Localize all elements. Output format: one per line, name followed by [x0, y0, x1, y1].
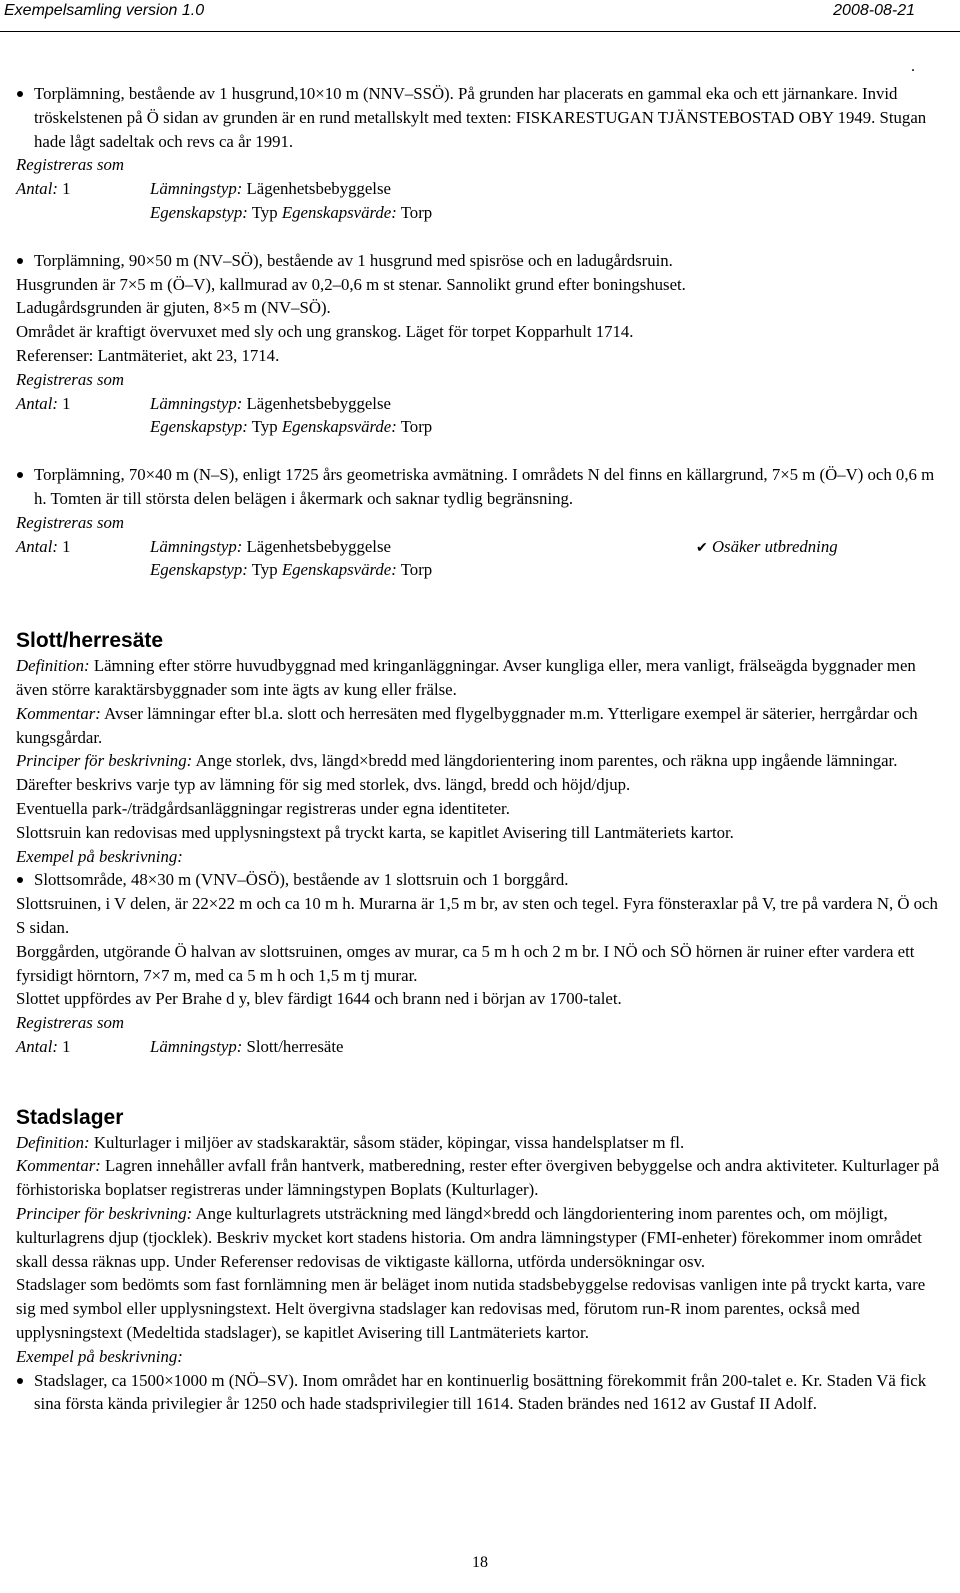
- page-content: [16, 82, 946, 1416]
- entry-3-description: Torplämning, 70×40 m (N–S), enligt 1725 års geometriska avmätning. I områdets N del finns en källargrund, 7×5 m (Ö–V) och 0,6 m h. Tomten är till största delen belägen i åkermark och saknar tydlig begränsning.: [16, 463, 946, 511]
- slott-example-bullet: Slottsområde, 48×30 m (VNV–ÖSÖ), bestående av 1 slottsruin och 1 borggård.: [16, 868, 946, 892]
- stadslager-kommentar: [16, 1154, 946, 1202]
- exempel-label: Exempel på beskrivning:: [16, 1346, 183, 1366]
- slott-example-line-3: Slottet uppfördes av Per Brahe d y, blev färdigt 1644 och brann ned i början av 1700-talet.: [16, 989, 622, 1009]
- egenskapstyp-label: Egenskapstyp:: [150, 417, 248, 437]
- entry-2-line-5: Referenser: Lantmäteriet, akt 23, 1714.: [16, 345, 280, 365]
- kommentar-label: Kommentar:: [16, 703, 101, 723]
- egenskapstyp-value: Typ: [251, 560, 278, 580]
- antal-label: Antal:: [16, 1036, 58, 1056]
- header-date: 2008-08-21: [833, 2, 915, 19]
- header-title: Exempelsamling version 1.0: [4, 2, 205, 19]
- lamningstyp-value: Lägenhetsbebyggelse: [246, 393, 391, 413]
- lamningstyp-label: Lämningstyp:: [150, 393, 243, 413]
- lamningstyp-label: Lämningstyp:: [150, 179, 243, 199]
- slott-extra-2: Slottsruin kan redovisas med upplysningstext på tryckt karta, se kapitlet Avisering till Lantmäteriets kartor.: [16, 822, 734, 842]
- section-heading-slott: Slott/herresäte: [16, 629, 164, 653]
- top-mark: .: [911, 58, 915, 75]
- antal-value: 1: [62, 393, 71, 413]
- egenskapsvarde-label: Egenskapsvärde:: [281, 202, 397, 222]
- registreras-som-label: Registreras som: [16, 155, 124, 175]
- page-header: [0, 0, 960, 40]
- egenskapsvarde-label: Egenskapsvärde:: [281, 560, 397, 580]
- antal-label: Antal:: [16, 536, 58, 556]
- entry-1-row-antal: [16, 177, 946, 201]
- stadslager-example-bullet: Stadslager, ca 1500×1000 m (NÖ–SV). Inom området har en kontinuerlig bosättning förekommit från 200-talet e. Kr. Staden Vä fick sina första kända privilegier år 1250 och hade stadsprivilegier till 1614. Staden brändes ned 1612 av Gustaf II Adolf.: [16, 1369, 946, 1417]
- kommentar-text: Avser lämningar efter bl.a. slott och herresäten med flygelbyggnader m.m. Ytterligare exempel är säterier, herrgårdar och kungsgårdar.: [16, 703, 918, 747]
- slott-extra-1: Eventuella park-/trädgårdsanläggningar registreras under egna identiteter.: [16, 798, 510, 818]
- egenskapsvarde-value: Torp: [400, 202, 433, 222]
- entry-1-description: Torplämning, bestående av 1 husgrund,10×10 m (NNV–SSÖ). På grunden har placerats en gammal eka och ett järnankare. Invid tröskelstenen på Ö sidan av grunden är en rund metallskylt med texten: FISKARESTUGAN TJÄNSTEBOSTAD OBY 1949. Stugan hade lågt sadeltak och revs ca år 1991.: [16, 82, 946, 153]
- definition-label: Definition:: [16, 656, 90, 676]
- slott-kommentar: [16, 702, 946, 750]
- slott-row-antal: [16, 1035, 946, 1059]
- kommentar-label: Kommentar:: [16, 1156, 101, 1176]
- principer-label: Principer för beskrivning:: [16, 1204, 193, 1224]
- entry-2-line-3: Ladugårdsgrunden är gjuten, 8×5 m (NV–SÖ).: [16, 298, 331, 318]
- lamningstyp-label: Lämningstyp:: [150, 1036, 243, 1056]
- principer-text: Ange storlek, dvs, längd×bredd med längdorientering inom parentes, och räkna upp ingående lämningar. Därefter beskrivs varje typ av lämning för sig med storlek, dvs. längd, bredd och höjd/djup.: [16, 751, 898, 795]
- slott-definition: [16, 654, 946, 702]
- header-rule: [0, 31, 960, 32]
- registreras-som-label: Registreras som: [16, 1013, 124, 1033]
- entry-3-row-egenskap: [16, 558, 946, 582]
- antal-label: Antal:: [16, 393, 58, 413]
- slott-example-line-2: Borggården, utgörande Ö halvan av slottsruinen, omges av murar, ca 5 m h och 2 m br. I NÖ och SÖ hörnen är ruiner efter vardera ett fyrsidigt hörntorn, 7×7 m, med ca 5 m h och 1,5 m tj murar.: [16, 941, 915, 985]
- entry-2-line-2: Husgrunden är 7×5 m (Ö–V), kallmurad av 0,2–0,6 m st stenar. Sannolikt grund efter boningshuset.: [16, 274, 686, 294]
- definition-text: Lämning efter större huvudbyggnad med kringanläggningar. Avser kungliga eller, mera vanligt, frälseägda byggnader men även större karaktärsbyggnader som inte ägts av kung eller frälse.: [16, 656, 916, 699]
- definition-text: Kulturlager i miljöer av stadskaraktär, såsom städer, köpingar, vissa handelsplatser m fl.: [93, 1132, 685, 1152]
- egenskapstyp-value: Typ: [251, 417, 278, 437]
- page-number: 18: [472, 1554, 488, 1571]
- entry-1-row-egenskap: [16, 201, 946, 225]
- egenskapstyp-label: Egenskapstyp:: [150, 560, 248, 580]
- slott-example-line-1: Slottsruinen, i V delen, är 22×22 m och ca 10 m h. Murarna är 1,5 m br, av sten och tegel. Fyra fönsteraxlar på V, tre på vardera N, Ö och S sidan.: [16, 894, 938, 937]
- lamningstyp-label: Lämningstyp:: [150, 536, 243, 556]
- entry-3-row-antal: [16, 535, 946, 559]
- exempel-label: Exempel på beskrivning:: [16, 846, 183, 866]
- antal-value: 1: [62, 179, 71, 199]
- egenskapsvarde-value: Torp: [400, 417, 433, 437]
- egenskapsvarde-label: Egenskapsvärde:: [281, 417, 397, 437]
- kommentar-text: Lagren innehåller avfall från hantverk, matberedning, rester efter övergiven bebyggelse och andra aktiviteter. Kulturlager på förhistoriska boplatser registreras under lämningstypen Boplats (Kulturlager).: [16, 1156, 940, 1200]
- entry-2-line-4: Området är kraftigt övervuxet med sly och ung granskog. Läget för torpet Kopparhult 1714.: [16, 322, 634, 342]
- egenskapstyp-value: Typ: [251, 202, 278, 222]
- principer-label: Principer för beskrivning:: [16, 751, 193, 771]
- lamningstyp-value: Lägenhetsbebyggelse: [246, 179, 391, 199]
- registreras-som-label: Registreras som: [16, 369, 124, 389]
- lamningstyp-value: Lägenhetsbebyggelse: [246, 536, 391, 556]
- lamningstyp-value: Slott/herresäte: [246, 1036, 344, 1056]
- antal-value: 1: [62, 536, 71, 556]
- checkmark-icon: ✔: [696, 540, 708, 556]
- egenskapstyp-label: Egenskapstyp:: [150, 202, 248, 222]
- egenskapsvarde-value: Torp: [400, 560, 433, 580]
- entry-2-row-egenskap: [16, 415, 946, 439]
- stadslager-extra-1: Stadslager som bedömts som fast fornlämning men är beläget inom nutida stadsbebyggelse redovisas vanligen inte på tryckt karta, vare sig med symbol eller upplysningstext. Helt övergivna stadslager kan redovisas med, förutom run-R inom parentes, också med upplysningstext (Medeltida stadslager), se kapitlet Avisering till Lantmäteriets kartor.: [16, 1275, 926, 1343]
- slott-principer: [16, 749, 946, 797]
- antal-label: Antal:: [16, 179, 58, 199]
- entry-2-line-1: Torplämning, 90×50 m (NV–SÖ), bestående av 1 husgrund med spisröse och en ladugårdsruin.: [16, 249, 946, 273]
- definition-label: Definition:: [16, 1132, 90, 1152]
- section-heading-stadslager: Stadslager: [16, 1105, 124, 1129]
- antal-value: 1: [62, 1036, 71, 1056]
- stadslager-principer: [16, 1202, 946, 1273]
- stadslager-definition: [16, 1131, 946, 1155]
- principer-text: Ange kulturlagrets utsträckning med längd×bredd och längdorientering inom parentes och, om möjligt, kulturlagrens djup (tjocklek). Beskriv mycket kort stadens historia. Om andra lämningstyper (FMI-enheter) förekommer inom området skall dessa räknas upp. Under Referenser redovisas de viktigaste källorna, utförda undersökningar osv.: [16, 1204, 922, 1271]
- entry-2-row-antal: [16, 392, 946, 416]
- osaker-utbredning-label: Osäker utbredning: [711, 536, 838, 556]
- registreras-som-label: Registreras som: [16, 512, 124, 532]
